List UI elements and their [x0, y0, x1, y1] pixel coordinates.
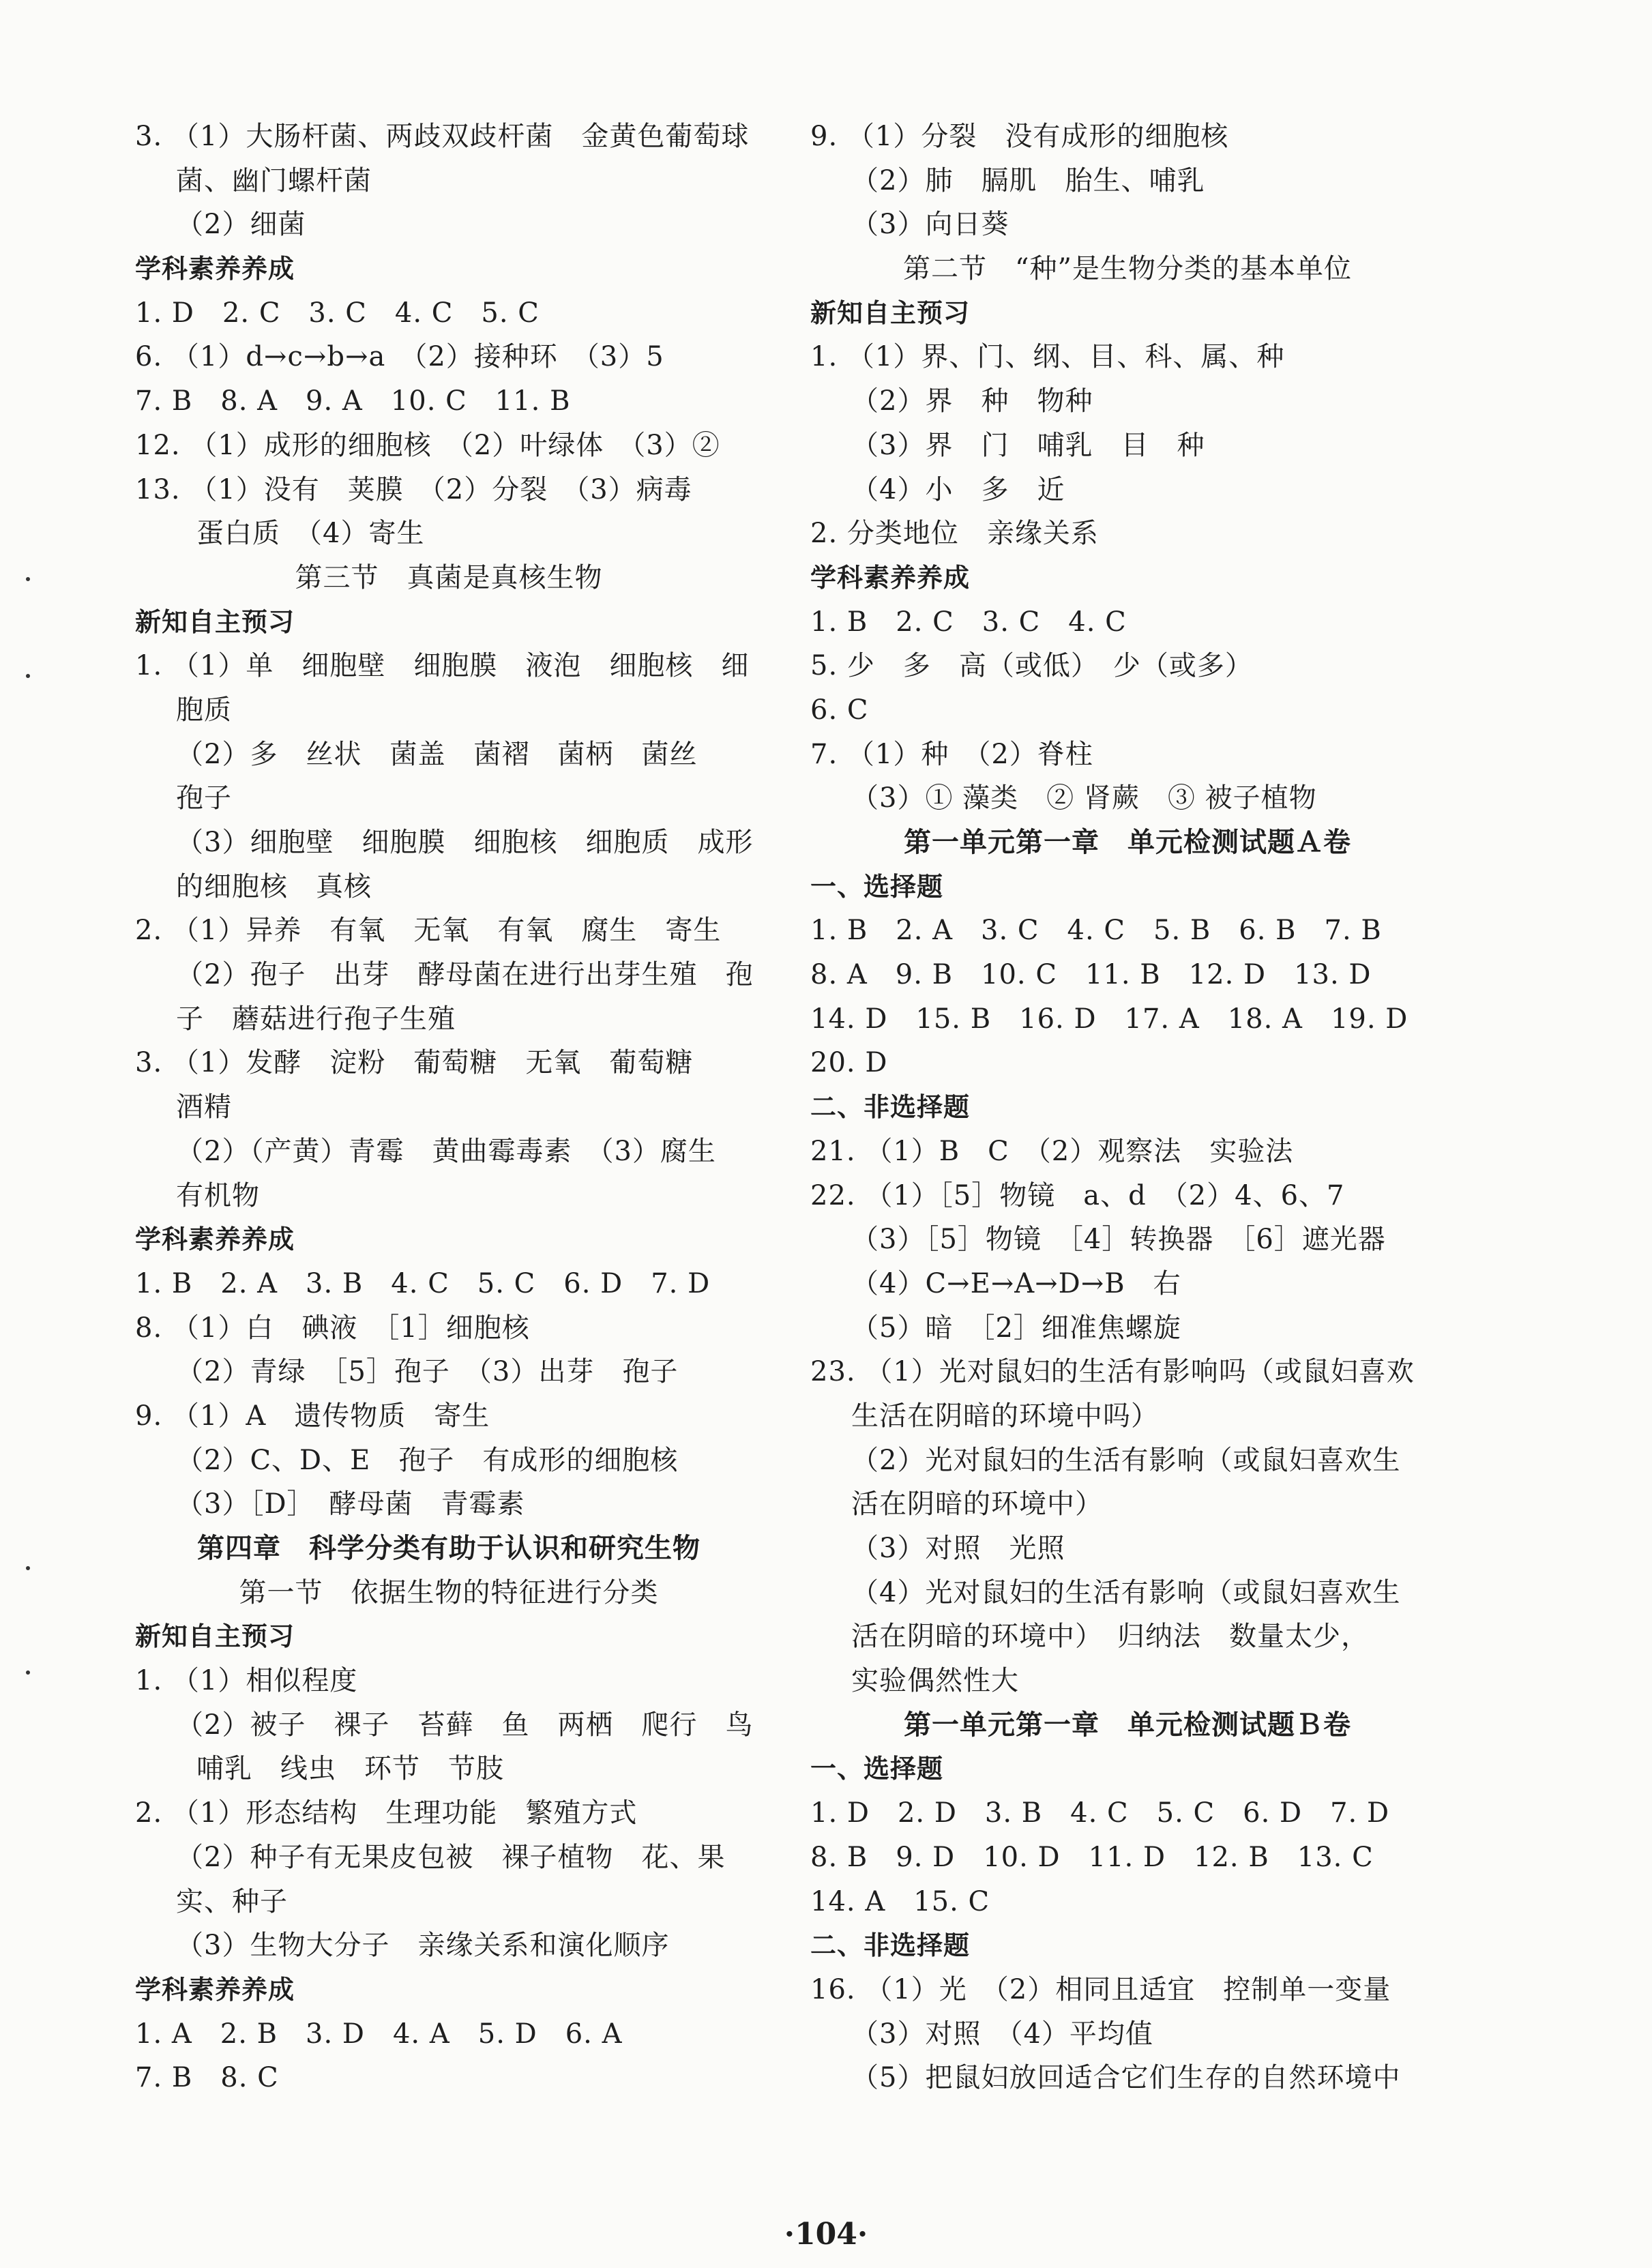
- answer-subline: （2）光对鼠妇的生活有影响（或鼠妇喜欢生: [851, 1444, 1401, 1476]
- answer-subline: （3）① 藻类 ② 肾蕨 ③ 被子植物: [851, 782, 1317, 814]
- answer-continuation: 哺乳 线虫 环节 节肢: [196, 1753, 504, 1785]
- answer-subline: （2）界 种 物种: [851, 385, 1093, 417]
- answer-subline: （2）多 丝状 菌盖 菌褶 菌柄 菌丝: [176, 738, 698, 770]
- answer-subline: （5）暗 ［2］细准焦螺旋: [851, 1312, 1181, 1344]
- answer-continuation: 实、种子: [176, 1885, 288, 1917]
- left-answer-column: [135, 115, 763, 2100]
- answer-line: 7. B 8. C: [135, 2062, 279, 2094]
- answer-line: 8. B 9. D 10. D 11. D 12. B 13. C: [810, 1841, 1374, 1873]
- scan-speck: [26, 674, 30, 678]
- answer-subline: （3）［D］ 酵母菌 青霉素: [176, 1488, 525, 1520]
- answer-line: 16. （1）光 （2）相同且适宜 控制单一变量: [810, 1973, 1391, 2005]
- section-heading: 二、非选择题: [810, 1092, 971, 1123]
- answer-line: 1. B 2. A 3. B 4. C 5. C 6. D 7. D: [135, 1267, 711, 1299]
- page-number: ·104·: [784, 2217, 868, 2252]
- answer-line: 9. （1）A 遗传物质 寄生: [135, 1400, 490, 1432]
- answer-line: 9. （1）分裂 没有成形的细胞核: [810, 121, 1229, 152]
- answer-subline: （5）把鼠妇放回适合它们生存的自然环境中: [851, 2062, 1401, 2094]
- answer-line: 12. （1）成形的细胞核 （2）叶绿体 （3）②: [135, 429, 720, 461]
- answer-continuation: 蛋白质 （4）寄生: [196, 518, 425, 550]
- answer-subline: （4）光对鼠妇的生活有影响（或鼠妇喜欢生: [851, 1576, 1401, 1608]
- answer-line: 2. （1）形态结构 生理功能 繁殖方式: [135, 1797, 638, 1829]
- answer-subline: （2）（产黄）青霉 黄曲霉毒素 （3）腐生: [176, 1135, 716, 1167]
- answer-subline: （3）向日葵: [851, 209, 1009, 241]
- answer-continuation: 酒精: [176, 1091, 232, 1123]
- answer-line: 21. （1）B C （2）观察法 实验法: [810, 1135, 1294, 1167]
- scan-speck: [26, 1670, 30, 1675]
- answer-line: 23. （1）光对鼠妇的生活有影响吗（或鼠妇喜欢: [810, 1356, 1415, 1388]
- answer-line: 6. C: [810, 694, 869, 726]
- answer-subline: （4）小 多 近: [851, 473, 1065, 505]
- section-heading: 学科素养养成: [135, 254, 295, 284]
- answer-line: 8. （1）白 碘液 ［1］细胞核: [135, 1312, 530, 1344]
- answer-continuation: 活在阴暗的环境中）: [851, 1488, 1103, 1520]
- section-heading: 学科素养养成: [135, 1224, 295, 1255]
- answer-continuation: 孢子: [176, 782, 232, 814]
- answer-line: 1. （1）相似程度: [135, 1665, 358, 1697]
- answer-line: 2. 分类地位 亲缘关系: [810, 518, 1099, 550]
- answer-subline: （4）C→E→A→D→B 右: [851, 1267, 1181, 1299]
- answer-subline: （3）对照 光照: [851, 1533, 1065, 1564]
- answer-subline: （3）对照 （4）平均值: [851, 2018, 1153, 2050]
- scan-speck: [26, 577, 30, 581]
- chapter-title: 第四章 科学分类有助于认识和研究生物: [197, 1532, 700, 1564]
- answer-line: 5. 少 多 高（或低） 少（或多）: [810, 650, 1253, 682]
- answer-line: 14. A 15. C: [810, 1885, 990, 1917]
- answer-continuation: 活在阴暗的环境中） 归纳法 数量太少，: [851, 1621, 1369, 1653]
- answer-line: 1. D 2. D 3. B 4. C 5. C 6. D 7. D: [810, 1797, 1390, 1829]
- answer-line: 8. A 9. B 10. C 11. B 12. D 13. D: [810, 959, 1372, 991]
- answer-subline: （3）界 门 哺乳 目 种: [851, 429, 1205, 461]
- section-heading: 新知自主预习: [135, 1621, 295, 1652]
- section-title: 第三节 真菌是真核生物: [295, 561, 603, 593]
- section-heading: 新知自主预习: [135, 606, 295, 637]
- answer-line: 1. A 2. B 3. D 4. A 5. D 6. A: [135, 2018, 623, 2050]
- answer-continuation: 的细胞核 真核: [176, 870, 372, 902]
- section-title: 第一节 依据生物的特征进行分类: [239, 1576, 659, 1608]
- answer-line: 2. （1）异养 有氧 无氧 有氧 腐生 寄生: [135, 915, 722, 947]
- section-heading: 新知自主预习: [810, 297, 971, 328]
- answer-line: 3. （1）大肠杆菌、两歧双歧杆菌 金黄色葡萄球: [135, 121, 750, 152]
- answer-line: 7. B 8. A 9. A 10. C 11. B: [135, 385, 571, 417]
- answer-continuation: 有机物: [176, 1179, 260, 1211]
- section-heading: 一、选择题: [810, 1754, 944, 1784]
- answer-line: 1. B 2. A 3. C 4. C 5. B 6. B 7. B: [810, 915, 1382, 947]
- answer-line: 1. （1）单 细胞壁 细胞膜 液泡 细胞核 细: [135, 650, 750, 682]
- answer-subline: （2）肺 膈肌 胎生、哺乳: [851, 164, 1205, 196]
- answer-line: 1. B 2. C 3. C 4. C: [810, 606, 1127, 638]
- answer-continuation: 实验偶然性大: [851, 1665, 1019, 1697]
- answer-line: 6. （1）d→c→b→a （2）接种环 （3）5: [135, 341, 664, 373]
- answer-subline: （3）细胞壁 细胞膜 细胞核 细胞质 成形: [176, 827, 754, 858]
- answer-line: 3. （1）发酵 淀粉 葡萄糖 无氧 葡萄糖: [135, 1047, 694, 1079]
- scan-speck: [26, 1566, 30, 1570]
- answer-subline: （2）细菌: [176, 209, 306, 241]
- answer-subline: （3）［5］物镜 ［4］转换器 ［6］遮光器: [851, 1224, 1386, 1256]
- answer-line: 14. D 15. B 16. D 17. A 18. A 19. D: [810, 1003, 1408, 1035]
- answer-subline: （3）生物大分子 亲缘关系和演化顺序: [176, 1930, 670, 1962]
- answer-line: 7. （1）种 （2）脊柱: [810, 738, 1093, 770]
- answer-subline: （2）被子 裸子 苔藓 鱼 两栖 爬行 鸟: [176, 1709, 754, 1741]
- right-answer-column: [810, 115, 1445, 2100]
- section-heading: 学科素养养成: [135, 1974, 295, 2005]
- answer-line: 22. （1）［5］物镜 a、d （2）4、6、7: [810, 1179, 1345, 1211]
- answer-subline: （2）种子有无果皮包被 裸子植物 花、果: [176, 1841, 726, 1873]
- answer-continuation: 子 蘑菇进行孢子生殖: [176, 1003, 456, 1035]
- answer-continuation: 胞质: [176, 694, 232, 726]
- answer-continuation: 菌、幽门螺杆菌: [176, 164, 372, 196]
- chapter-title: 第一单元第一章 单元检测试题Ａ卷: [904, 826, 1351, 858]
- answer-line: 20. D: [810, 1047, 888, 1079]
- answer-line: 1. （1）界、门、纲、目、科、属、种: [810, 341, 1285, 373]
- answer-subline: （2）C、D、E 孢子 有成形的细胞核: [176, 1444, 679, 1476]
- answer-line: 13. （1）没有 荚膜 （2）分裂 （3）病毒: [135, 473, 692, 505]
- section-heading: 一、选择题: [810, 871, 944, 902]
- answer-line: 1. D 2. C 3. C 4. C 5. C: [135, 297, 540, 329]
- section-heading: 学科素养养成: [810, 562, 971, 593]
- chapter-title: 第一单元第一章 单元检测试题Ｂ卷: [904, 1708, 1351, 1741]
- answer-continuation: 生活在阴暗的环境中吗）: [851, 1400, 1159, 1432]
- answer-subline: （2）孢子 出芽 酵母菌在进行出芽生殖 孢: [176, 959, 754, 991]
- section-heading: 二、非选择题: [810, 1930, 971, 1961]
- answer-subline: （2）青绿 ［5］孢子 （3）出芽 孢子: [176, 1356, 679, 1388]
- section-title: 第二节 “种”是生物分类的基本单位: [903, 253, 1352, 285]
